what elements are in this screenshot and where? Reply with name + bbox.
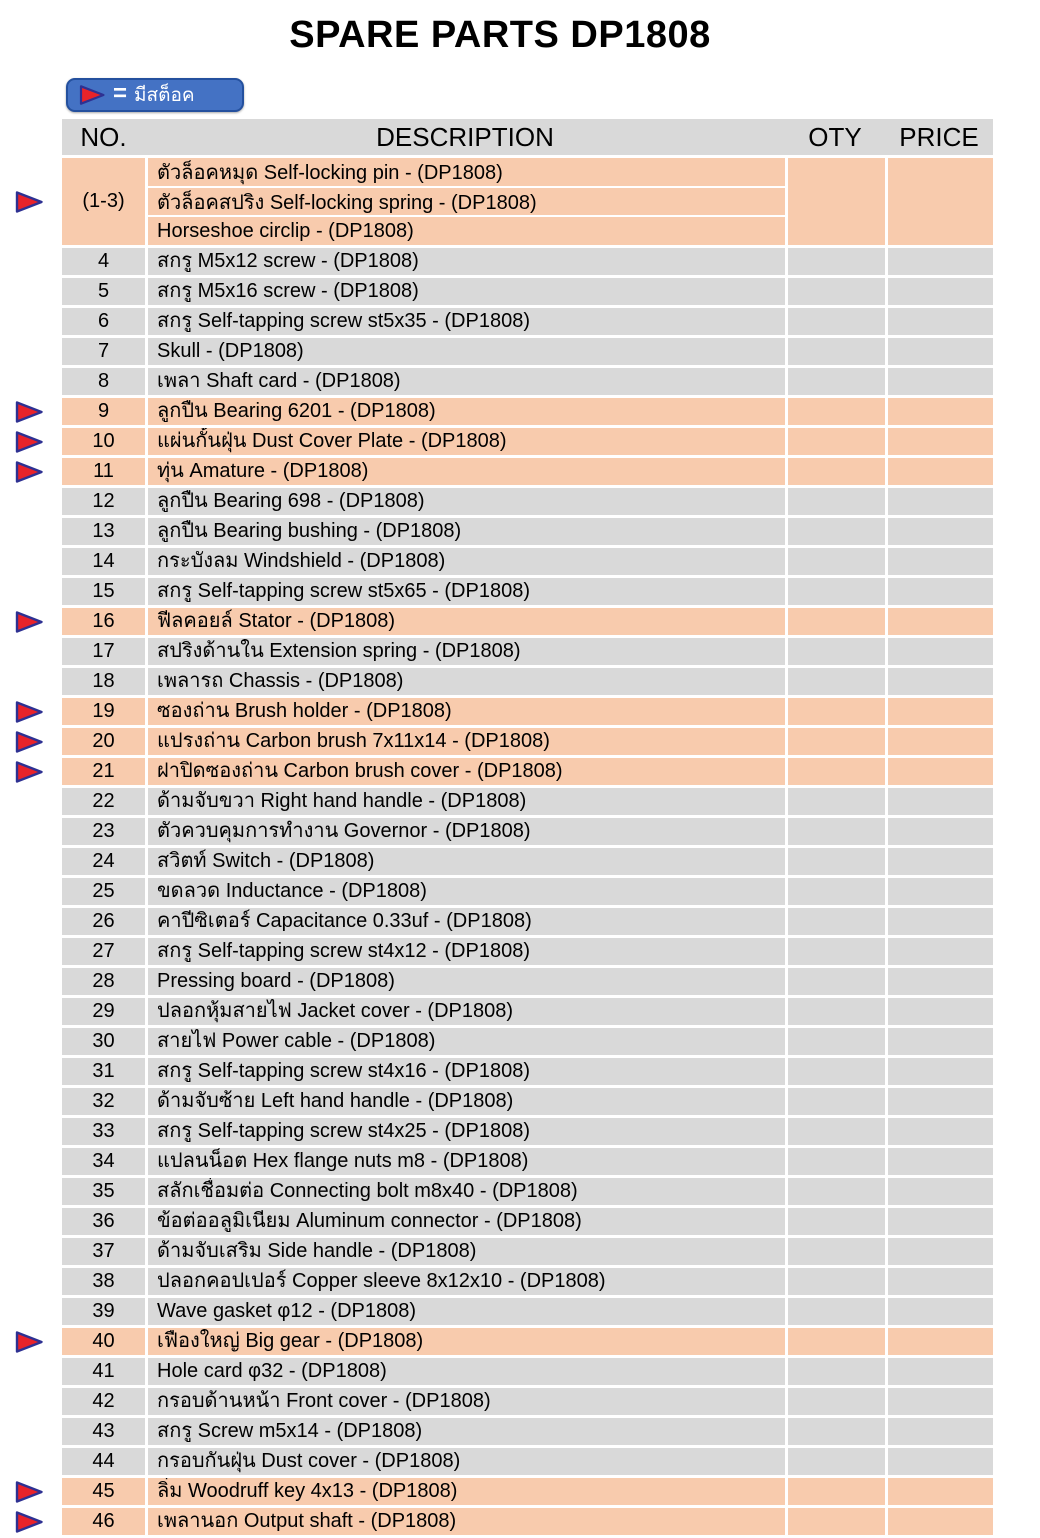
row-description: สกรู Self-tapping screw st5x65 - (DP1808): [148, 578, 785, 605]
row-no: 24: [62, 848, 145, 875]
row-oty: [788, 878, 885, 905]
row-description: ทุ่น Amature - (DP1808): [148, 458, 785, 485]
row-no: 18: [62, 668, 145, 695]
row-no: 13: [62, 518, 145, 545]
row-no: 45: [62, 1478, 145, 1505]
row-oty: [788, 338, 885, 365]
row-description: กรอบด้านหน้า Front cover - (DP1808): [148, 1388, 785, 1415]
row-oty: [788, 1448, 885, 1475]
row-oty: [788, 608, 885, 635]
row-oty: [788, 368, 885, 395]
row-oty: [788, 848, 885, 875]
row-no: 23: [62, 818, 145, 845]
row-oty: [788, 1298, 885, 1325]
row-description: ลูกปืน Bearing 6201 - (DP1808): [148, 398, 785, 425]
row-oty: [788, 638, 885, 665]
row-price: [888, 428, 993, 455]
table-row: [62, 1148, 993, 1175]
row-price: [888, 938, 993, 965]
row-price: [888, 368, 993, 395]
row-price: [888, 1238, 993, 1265]
row-oty: [788, 1148, 885, 1175]
row-no: 34: [62, 1148, 145, 1175]
table-row: [62, 308, 993, 335]
row-no: 33: [62, 1118, 145, 1145]
row-description: Horseshoe circlip - (DP1808): [148, 217, 785, 245]
row-description: เพลานอก Output shaft - (DP1808): [148, 1508, 785, 1535]
row-price: [888, 518, 993, 545]
row-description: เพลา Shaft card - (DP1808): [148, 368, 785, 395]
row-price: [888, 1418, 993, 1445]
row-description: ด้ามจับซ้าย Left hand handle - (DP1808): [148, 1088, 785, 1115]
in-stock-arrow-icon: [14, 460, 44, 484]
row-no: 38: [62, 1268, 145, 1295]
row-no: 10: [62, 428, 145, 455]
table-row: [62, 1178, 993, 1205]
row-description: Hole card φ32 - (DP1808): [148, 1358, 785, 1385]
row-description: ฟีลคอยล์ Stator - (DP1808): [148, 608, 785, 635]
row-description: ฝาปิดซองถ่าน Carbon brush cover - (DP1808): [148, 758, 785, 785]
in-stock-arrow-icon: [14, 190, 44, 214]
row-description: สกรู Self-tapping screw st4x25 - (DP1808): [148, 1118, 785, 1145]
table-row: [62, 578, 993, 605]
table-row: [62, 998, 993, 1025]
row-no: 40: [62, 1328, 145, 1355]
table-row: [62, 908, 993, 935]
in-stock-arrow-icon: [14, 700, 44, 724]
table-row: [62, 458, 993, 485]
table-row: [62, 278, 993, 305]
row-oty: [788, 278, 885, 305]
table-row: [62, 1298, 993, 1325]
in-stock-arrow-icon: [14, 1480, 44, 1504]
row-oty: [788, 818, 885, 845]
row-no: 11: [62, 458, 145, 485]
row-oty: [788, 938, 885, 965]
row-description: สกรู M5x16 screw - (DP1808): [148, 278, 785, 305]
row-price: [888, 1268, 993, 1295]
row-description: สกรู Self-tapping screw st4x16 - (DP1808): [148, 1058, 785, 1085]
row-price: [888, 788, 993, 815]
row-price: [888, 458, 993, 485]
row-oty: [788, 1178, 885, 1205]
row-price: [888, 998, 993, 1025]
table-row: [62, 818, 993, 845]
row-description: ตัวล็อคสปริง Self-locking spring - (DP1808): [148, 188, 785, 216]
row-no: 9: [62, 398, 145, 425]
row-no: 14: [62, 548, 145, 575]
table-row: [62, 1418, 993, 1445]
table-row: [62, 938, 993, 965]
row-oty: [788, 758, 885, 785]
row-oty: [788, 158, 885, 245]
table-row: [62, 1268, 993, 1295]
row-no: 28: [62, 968, 145, 995]
row-no: 46: [62, 1508, 145, 1535]
row-price: [888, 398, 993, 425]
row-description: สวิตท์ Switch - (DP1808): [148, 848, 785, 875]
row-oty: [788, 698, 885, 725]
table-row: [62, 1208, 993, 1235]
row-description: ปลอกคอปเปอร์ Copper sleeve 8x12x10 - (DP1808): [148, 1268, 785, 1295]
table-row: [62, 548, 993, 575]
row-description: Pressing board - (DP1808): [148, 968, 785, 995]
table-row: [62, 1448, 993, 1475]
table-row: [62, 1058, 993, 1085]
row-price: [888, 1328, 993, 1355]
row-no: 39: [62, 1298, 145, 1325]
row-price: [888, 818, 993, 845]
row-oty: [788, 1508, 885, 1535]
row-oty: [788, 998, 885, 1025]
table-body: [62, 248, 993, 1535]
row-price: [888, 1358, 993, 1385]
legend-label: มีสต็อค: [134, 85, 195, 106]
row-description: สกรู Screw m5x14 - (DP1808): [148, 1418, 785, 1445]
row-no: (1-3): [62, 158, 145, 245]
row-description: ลิ่ม Woodruff key 4x13 - (DP1808): [148, 1478, 785, 1505]
row-no: 16: [62, 608, 145, 635]
table-row: [62, 1478, 993, 1505]
row-no: 4: [62, 248, 145, 275]
row-description: ขดลวด Inductance - (DP1808): [148, 878, 785, 905]
row-no: 12: [62, 488, 145, 515]
row-description: แปลนน็อต Hex flange nuts m8 - (DP1808): [148, 1148, 785, 1175]
row-price: [888, 1478, 993, 1505]
row-no: 7: [62, 338, 145, 365]
row-description: แปรงถ่าน Carbon brush 7x11x14 - (DP1808): [148, 728, 785, 755]
row-description: ด้ามจับขวา Right hand handle - (DP1808): [148, 788, 785, 815]
table-row: [62, 338, 993, 365]
row-no: 29: [62, 998, 145, 1025]
row-description: สายไฟ Power cable - (DP1808): [148, 1028, 785, 1055]
row-description: Skull - (DP1808): [148, 338, 785, 365]
spare-parts-table: [62, 119, 993, 1538]
table-row: [62, 428, 993, 455]
row-no: 25: [62, 878, 145, 905]
legend-equals-sign: =: [113, 79, 128, 107]
row-price: [888, 878, 993, 905]
row-price: [888, 758, 993, 785]
row-no: 22: [62, 788, 145, 815]
row-oty: [788, 1478, 885, 1505]
in-stock-arrow-icon: [78, 84, 106, 106]
row-oty: [788, 1058, 885, 1085]
row-no: 6: [62, 308, 145, 335]
row-price: [888, 638, 993, 665]
row-no: 44: [62, 1448, 145, 1475]
row-oty: [788, 1328, 885, 1355]
row-no: 20: [62, 728, 145, 755]
row-price: [888, 1148, 993, 1175]
row-price: [888, 728, 993, 755]
table-row: [62, 488, 993, 515]
row-oty: [788, 398, 885, 425]
in-stock-arrow-icon: [14, 610, 44, 634]
row-oty: [788, 308, 885, 335]
table-row: [62, 788, 993, 815]
in-stock-arrow-icon: [14, 1330, 44, 1354]
row-price: [888, 1298, 993, 1325]
row-price: [888, 548, 993, 575]
table-row: [62, 848, 993, 875]
row-description: Wave gasket φ12 - (DP1808): [148, 1298, 785, 1325]
in-stock-arrow-icon: [14, 1510, 44, 1534]
row-no: 41: [62, 1358, 145, 1385]
row-no: 30: [62, 1028, 145, 1055]
row-oty: [788, 1088, 885, 1115]
table-row: [62, 398, 993, 425]
row-oty: [788, 1358, 885, 1385]
row-no: 21: [62, 758, 145, 785]
row-price: [888, 1388, 993, 1415]
row-description: กระบังลม Windshield - (DP1808): [148, 548, 785, 575]
in-stock-arrow-icon: [14, 730, 44, 754]
row-description: ข้อต่ออลูมิเนียม Aluminum connector - (DP1808): [148, 1208, 785, 1235]
in-stock-arrow-icon: [14, 430, 44, 454]
row-price: [888, 338, 993, 365]
row-price: [888, 668, 993, 695]
table-row: [62, 968, 993, 995]
row-oty: [788, 578, 885, 605]
row-description: สกรู Self-tapping screw st4x12 - (DP1808): [148, 938, 785, 965]
row-oty: [788, 248, 885, 275]
table-row: [62, 608, 993, 635]
table-row: [62, 1358, 993, 1385]
in-stock-arrow-icon: [14, 400, 44, 424]
row-price: [888, 698, 993, 725]
row-description: เฟืองใหญ่ Big gear - (DP1808): [148, 1328, 785, 1355]
row-no: 26: [62, 908, 145, 935]
row-price: [888, 1088, 993, 1115]
row-description: ซองถ่าน Brush holder - (DP1808): [148, 698, 785, 725]
table-row: [62, 1328, 993, 1355]
row-description: เพลารถ Chassis - (DP1808): [148, 668, 785, 695]
row-price: [888, 1028, 993, 1055]
row-no: 32: [62, 1088, 145, 1115]
table-row: [62, 1028, 993, 1055]
row-price: [888, 488, 993, 515]
row-no: 15: [62, 578, 145, 605]
row-oty: [788, 1238, 885, 1265]
table-header-row: [62, 119, 993, 155]
table-row: [62, 248, 993, 275]
row-no: 27: [62, 938, 145, 965]
row-description: สกรู M5x12 screw - (DP1808): [148, 248, 785, 275]
row-description: ตัวล็อคหมุด Self-locking pin - (DP1808): [148, 158, 785, 186]
row-oty: [788, 488, 885, 515]
table-row: [62, 1238, 993, 1265]
row-price: [888, 1448, 993, 1475]
stock-legend-badge: [66, 78, 244, 112]
row-price: [888, 578, 993, 605]
row-oty: [788, 968, 885, 995]
column-header-no: NO.: [80, 121, 127, 152]
row-oty: [788, 908, 885, 935]
row-no: 5: [62, 278, 145, 305]
row-oty: [788, 788, 885, 815]
row-description: กรอบกันฝุ่น Dust cover - (DP1808): [148, 1448, 785, 1475]
table-row: [62, 638, 993, 665]
table-row: [62, 1508, 993, 1535]
row-price: [888, 608, 993, 635]
row-price: [888, 1178, 993, 1205]
row-no: 17: [62, 638, 145, 665]
row-oty: [788, 428, 885, 455]
row-no: 37: [62, 1238, 145, 1265]
row-oty: [788, 1388, 885, 1415]
column-header-description: DESCRIPTION: [376, 121, 554, 152]
row-oty: [788, 518, 885, 545]
row-no: 36: [62, 1208, 145, 1235]
column-header-price: PRICE: [899, 121, 979, 152]
row-description: ตัวควบคุมการทำงาน Governor - (DP1808): [148, 818, 785, 845]
table-row: [62, 368, 993, 395]
row-price: [888, 278, 993, 305]
table-row-group-1-3: [62, 158, 993, 245]
row-oty: [788, 728, 885, 755]
row-oty: [788, 1208, 885, 1235]
table-row: [62, 668, 993, 695]
column-header-oty: OTY: [808, 121, 862, 152]
row-description: ลูกปืน Bearing 698 - (DP1808): [148, 488, 785, 515]
row-no: 35: [62, 1178, 145, 1205]
row-description: ด้ามจับเสริม Side handle - (DP1808): [148, 1238, 785, 1265]
table-row: [62, 1388, 993, 1415]
table-row: [62, 698, 993, 725]
row-description: ปลอกหุ้มสายไฟ Jacket cover - (DP1808): [148, 998, 785, 1025]
row-description: สลักเชื่อมต่อ Connecting bolt m8x40 - (DP1808): [148, 1178, 785, 1205]
row-description: สกรู Self-tapping screw st5x35 - (DP1808): [148, 308, 785, 335]
table-row: [62, 1088, 993, 1115]
row-oty: [788, 1268, 885, 1295]
in-stock-arrow-icon: [14, 760, 44, 784]
row-oty: [788, 1118, 885, 1145]
table-row: [62, 878, 993, 905]
row-price: [888, 908, 993, 935]
row-oty: [788, 458, 885, 485]
row-no: 31: [62, 1058, 145, 1085]
row-oty: [788, 1418, 885, 1445]
row-oty: [788, 668, 885, 695]
table-row: [62, 758, 993, 785]
table-row: [62, 1118, 993, 1145]
row-no: 43: [62, 1418, 145, 1445]
row-no: 8: [62, 368, 145, 395]
row-price: [888, 968, 993, 995]
row-description: ลูกปืน Bearing bushing - (DP1808): [148, 518, 785, 545]
row-description: คาปีซิเตอร์ Capacitance 0.33uf - (DP1808): [148, 908, 785, 935]
row-price: [888, 1058, 993, 1085]
row-description: สปริงด้านใน Extension spring - (DP1808): [148, 638, 785, 665]
row-price: [888, 248, 993, 275]
table-row: [62, 728, 993, 755]
table-row: [62, 518, 993, 545]
row-description: แผ่นกั้นฝุ่น Dust Cover Plate - (DP1808): [148, 428, 785, 455]
row-price: [888, 848, 993, 875]
row-price: [888, 158, 993, 245]
row-price: [888, 1508, 993, 1535]
row-price: [888, 308, 993, 335]
row-oty: [788, 548, 885, 575]
row-oty: [788, 1028, 885, 1055]
row-no: 19: [62, 698, 145, 725]
page-title: SPARE PARTS DP1808: [289, 14, 711, 56]
row-price: [888, 1208, 993, 1235]
row-price: [888, 1118, 993, 1145]
row-no: 42: [62, 1388, 145, 1415]
